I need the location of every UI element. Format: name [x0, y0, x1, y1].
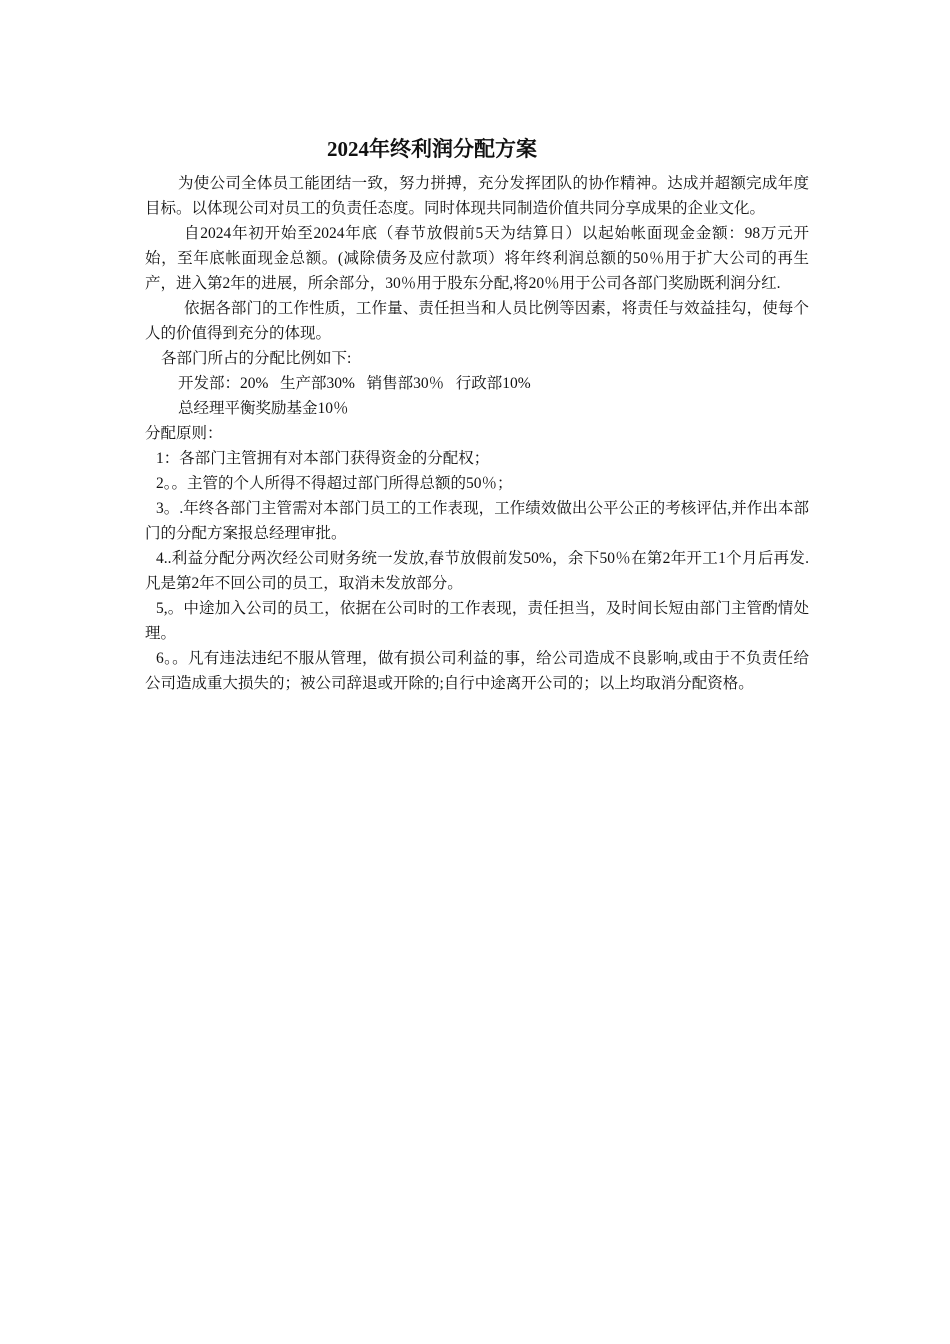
principle-item: 1：各部门主管拥有对本部门获得资金的分配权； [156, 450, 490, 467]
principle-item: 6。。凡有违法违纪不服从管理，做有损公司利益的事，给公司造成不良影响,或由于不负责任给公司造成重大损失的；被公司辞退或开除的;自行中途离开公司的；以上均取消分配资格。 [145, 650, 809, 692]
ratio-departments: 开发部：20% 生产部30% 销售部30％ 行政部10% [178, 375, 531, 392]
document-body [145, 132, 809, 696]
principle-item: 4..利益分配分两次经公司财务统一发放,春节放假前发50%，余下50％在第2年开工1个月后再发.凡是第2年不回公司的员工，取消未发放部分。 [145, 550, 809, 592]
basis-paragraph: 依据各部门的工作性质，工作量、责任担当和人员比例等因素，将责任与效益挂勾，使每个人的价值得到充分的体现。 [145, 300, 809, 342]
document-title: 2024年终利润分配方案 [327, 137, 537, 161]
principle-item: 3。.年终各部门主管需对本部门员工的工作表现，工作绩效做出公平公正的考核评估,并作出本部门的分配方案报总经理审批。 [145, 500, 809, 542]
ratio-heading: 各部门所占的分配比例如下: [161, 350, 352, 367]
intro-paragraph: 为使公司全体员工能团结一致，努力拼搏，充分发挥团队的协作精神。达成并超额完成年度目标。以体现公司对员工的负责任态度。同时体现共同制造价值共同分享成果的企业文化。 [145, 175, 809, 217]
period-paragraph: 自2024年初开始至2024年底（春节放假前5天为结算日）以起始帐面现金金额：98万元开始，至年底帐面现金总额。(减除债务及应付款项）将年终利润总额的50％用于扩大公司的再生产，进入第2年的进展，所余部分，30％用于股东分配,将20％用于公司各部门奖励既利润分红. [145, 225, 809, 292]
ratio-fund: 总经理平衡奖励基金10％ [178, 400, 349, 417]
principle-item: 2。。主管的个人所得不得超过部门所得总额的50％； [156, 475, 513, 492]
principle-item: 5,。中途加入公司的员工，依据在公司时的工作表现，责任担当，及时间长短由部门主管酌情处理。 [145, 600, 809, 642]
principles-heading: 分配原则： [145, 425, 223, 442]
